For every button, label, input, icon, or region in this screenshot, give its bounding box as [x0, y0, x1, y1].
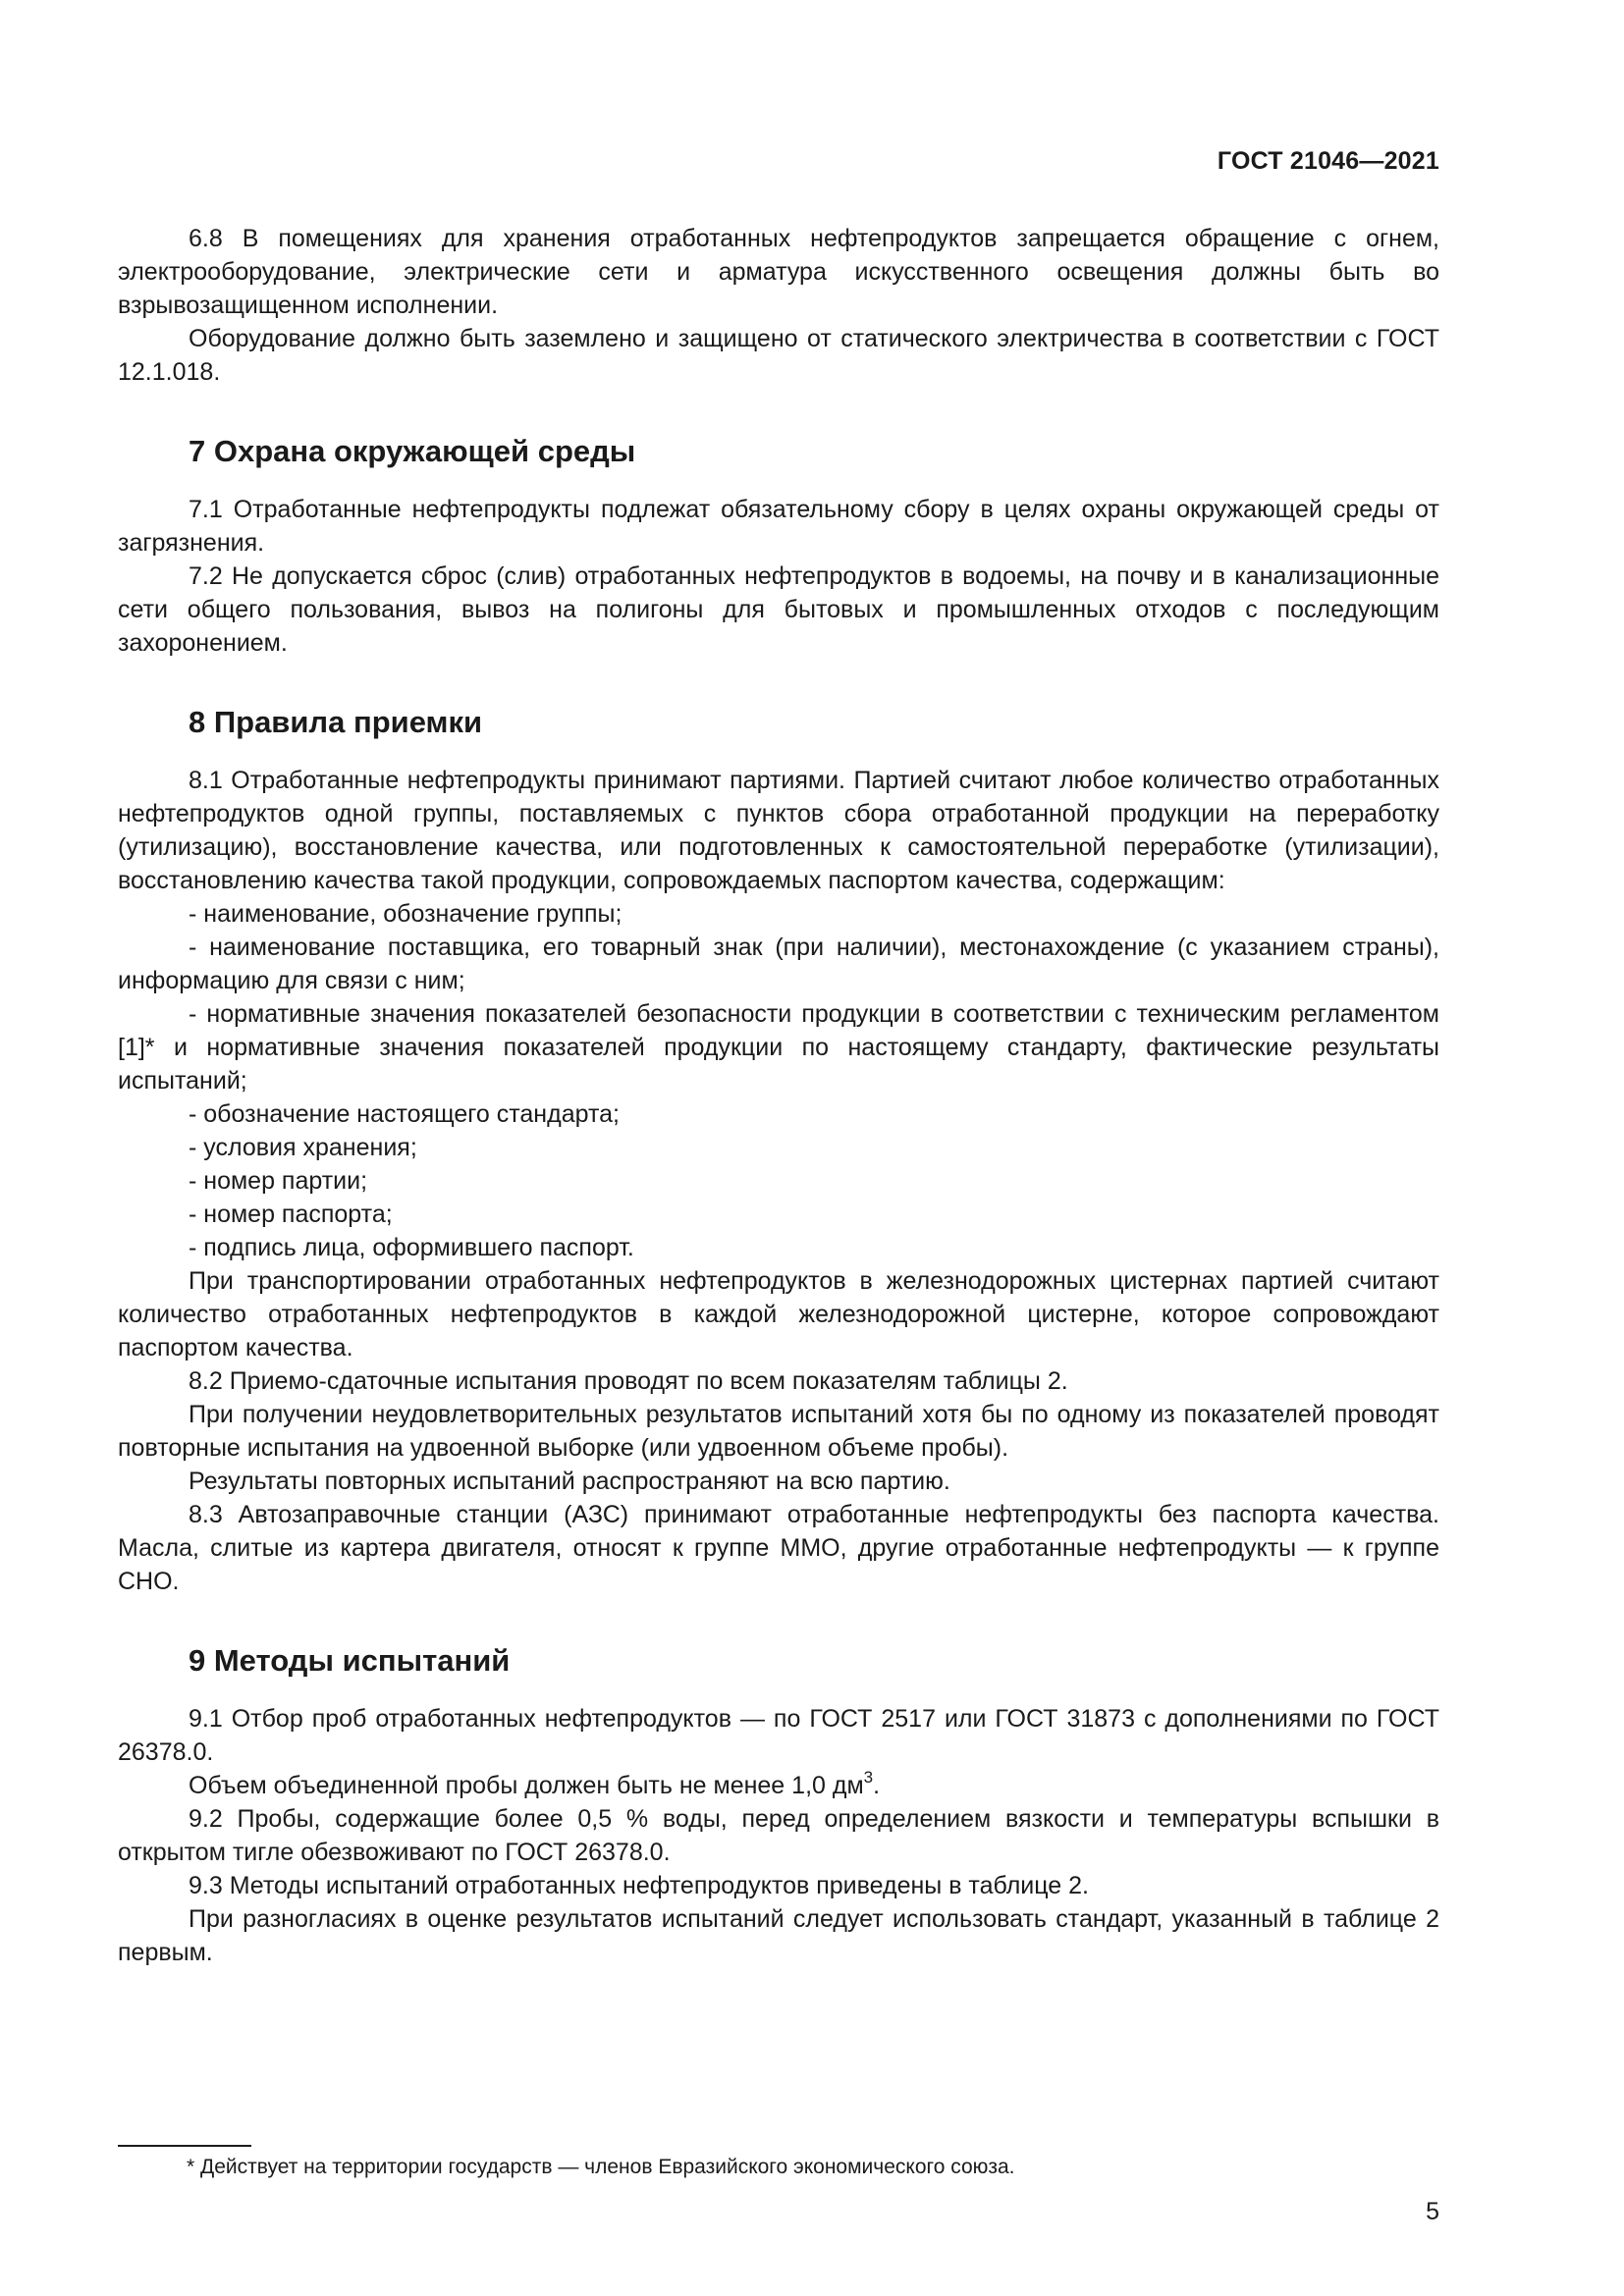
volume-exponent: 3: [863, 1768, 874, 1787]
page-body: [118, 222, 1439, 1969]
paragraph-8-2: 8.2 Приемо-сдаточные испытания проводят по всем показателям таблицы 2.: [189, 1367, 1068, 1395]
volume-period: .: [873, 1772, 881, 1799]
list-item: - условия хранения;: [189, 1134, 417, 1161]
section-9-title: 9 Методы испытаний: [189, 1643, 511, 1678]
paragraph-6-8: 6.8 В помещениях для хранения отработанных нефтепродуктов запрещается обращение с огнем, электрооборудование, электрические сети и арматура искусственного освещения должны быть во взрывозащищенном исполнении.: [118, 225, 1439, 319]
document-standard-number: ГОСТ 21046—2021: [1217, 147, 1439, 175]
paragraph-9-2: 9.2 Пробы, содержащие более 0,5 % воды, перед определением вязкости и температуры вспышки в открытом тигле обезвоживают по ГОСТ 26378.0.: [118, 1805, 1439, 1866]
list-item: - подпись лица, оформившего паспорт.: [189, 1234, 634, 1261]
list-item: - обозначение настоящего стандарта;: [189, 1100, 620, 1128]
paragraph-9-3-disputes: При разногласиях в оценке результатов испытаний следует использовать стандарт, указанный в таблице 2 первым.: [118, 1905, 1439, 1966]
paragraph-9-1: 9.1 Отбор проб отработанных нефтепродуктов — по ГОСТ 2517 или ГОСТ 31873 с дополнениями по ГОСТ 26378.0.: [118, 1705, 1439, 1766]
section-8-title: 8 Правила приемки: [189, 705, 483, 739]
paragraph-8-1-rail: При транспортировании отработанных нефтепродуктов в железнодорожных цистернах партией считают количество отработанных нефтепродуктов в каждой железнодорожной цистерне, которое сопровождают паспортом качества.: [118, 1267, 1439, 1362]
paragraph-8-3: 8.3 Автозаправочные станции (АЗС) принимают отработанные нефтепродукты без паспорта качества. Масла, слитые из картера двигателя, относят к группе ММО, другие отработанные нефтепродукты — к группе СНО.: [118, 1501, 1439, 1595]
volume-text: Объем объединенной пробы должен быть не менее 1,0 дм: [189, 1772, 864, 1799]
paragraph-7-1: 7.1 Отработанные нефтепродукты подлежат обязательному сбору в целях охраны окружающей среды от загрязнения.: [118, 496, 1439, 557]
paragraph-9-1-volume: [118, 1769, 1439, 1802]
list-item: - наименование поставщика, его товарный знак (при наличии), местонахождение (с указанием страны), информацию для связи с ним;: [118, 934, 1439, 994]
list-item: - номер партии;: [189, 1167, 368, 1195]
list-item: - наименование, обозначение группы;: [189, 900, 623, 928]
paragraph-7-2: 7.2 Не допускается сброс (слив) отработанных нефтепродуктов в водоемы, на почву и в канализационные сети общего пользования, вывоз на полигоны для бытовых и промышленных отходов с последующим захоронением.: [118, 562, 1439, 657]
paragraph-8-2-results: Результаты повторных испытаний распространяют на всю партию.: [189, 1468, 950, 1495]
footnote: * Действует на территории государств — членов Евразийского экономического союза.: [187, 2156, 1015, 2178]
section-7-title: 7 Охрана окружающей среды: [189, 434, 636, 468]
page-number: 5: [1426, 2198, 1439, 2225]
paragraph-8-2-retest: При получении неудовлетворительных результатов испытаний хотя бы по одному из показателей проводят повторные испытания на удвоенной выборке (или удвоенном объеме пробы).: [118, 1401, 1439, 1462]
list-item: - нормативные значения показателей безопасности продукции в соответствии с техническим регламентом [1]* и нормативные значения показателей продукции по настоящему стандарту, фактические результаты испытаний;: [118, 1000, 1439, 1095]
paragraph-9-3: 9.3 Методы испытаний отработанных нефтепродуктов приведены в таблице 2.: [189, 1872, 1089, 1899]
paragraph-8-1: 8.1 Отработанные нефтепродукты принимают партиями. Партией считают любое количество отработанных нефтепродуктов одной группы, поставляемых с пунктов сбора отработанной продукции на переработку (утилизацию), восстановление качества, или подготовленных к самостоятельной переработке (утилизации), восстановлению качества такой продукции, сопровождаемых паспортом качества, содержащим:: [118, 767, 1439, 894]
paragraph-6-8-grounding: Оборудование должно быть заземлено и защищено от статического электричества в соответствии с ГОСТ 12.1.018.: [118, 325, 1439, 386]
list-item: - номер паспорта;: [189, 1201, 393, 1228]
footnote-divider: [118, 2145, 251, 2147]
